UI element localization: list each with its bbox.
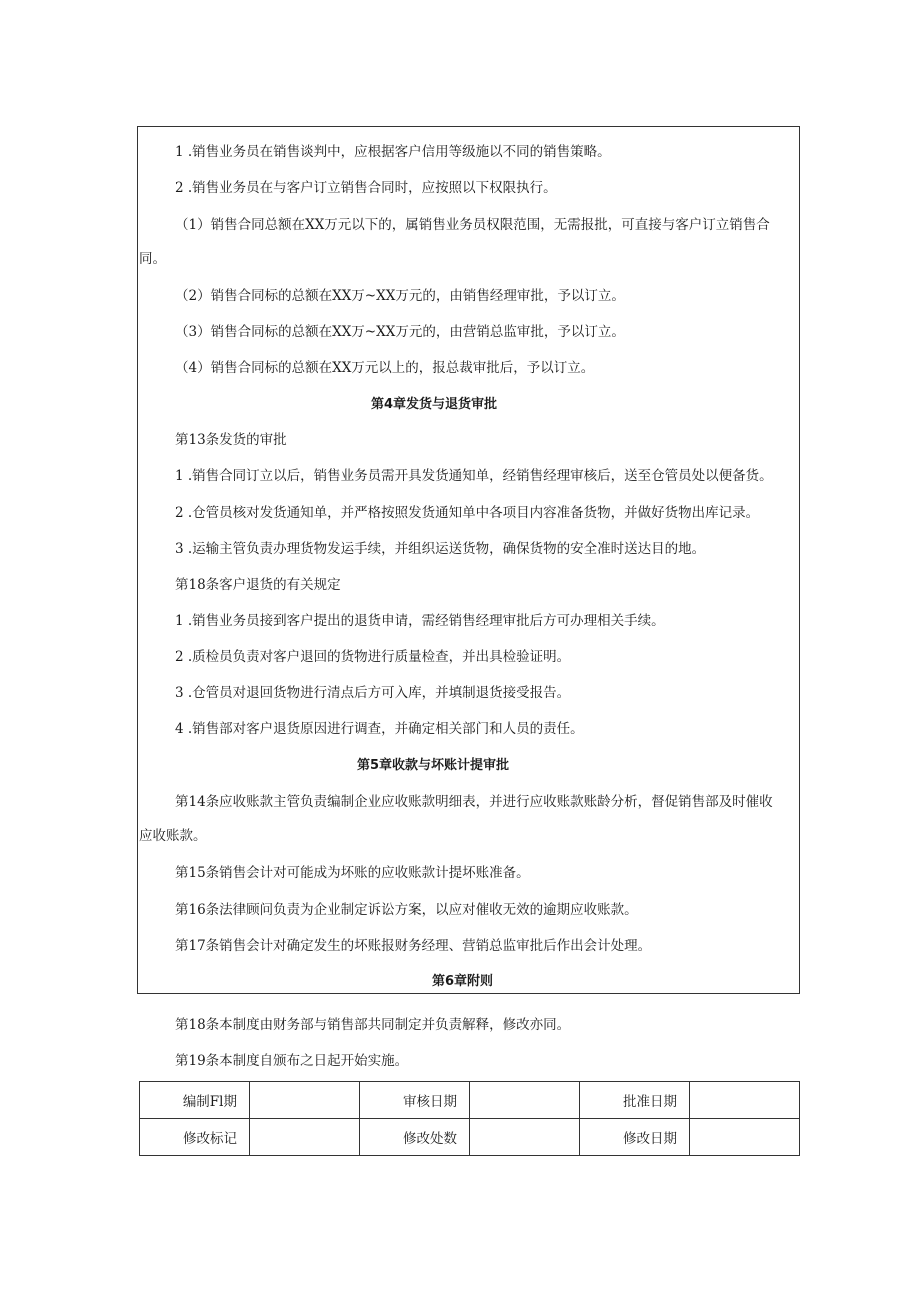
article-18-item-1: 1 .销售业务员接到客户提出的退货申请，需经销售经理审批后方可办理相关手续。 bbox=[175, 613, 665, 629]
article-13-item-3: 3 .运输主管负责办理货物发运手续，并组织运送货物，确保货物的安全准时送达目的地。 bbox=[175, 541, 706, 557]
review-date-label: 审核日期 bbox=[360, 1082, 470, 1119]
approval-item-2-3: （3）销售合同标的总额在XX万~XX万元的，由营销总监审批，予以订立。 bbox=[175, 324, 625, 340]
article-15: 第15条销售会计对可能成为坏账的应收账款计提坏账准备。 bbox=[175, 865, 530, 881]
approval-item-2-1-continued: 同。 bbox=[139, 251, 166, 267]
review-date-value[interactable] bbox=[470, 1082, 580, 1119]
approval-item-2-1: （1）销售合同总额在XX万元以下的，属销售业务员权限范围，无需报批，可直接与客户订立销售合 bbox=[175, 217, 770, 233]
chapter-4-heading: 第4章发货与退货审批 bbox=[371, 397, 498, 412]
article-18-item-4: 4 .销售部对客户退货原因进行调查，并确定相关部门和人员的责任。 bbox=[175, 721, 584, 737]
article-18-final: 第18条本制度由财务部与销售部共同制定并负责解释，修改亦同。 bbox=[175, 1017, 571, 1033]
revision-mark-value[interactable] bbox=[250, 1119, 360, 1156]
signoff-table bbox=[139, 1081, 800, 1156]
article-18-item-2: 2 .质检员负责对客户退回的货物进行质量检查，并出具检验证明。 bbox=[175, 649, 571, 665]
article-14-line-1: 第14条应收账款主管负责编制企业应收账款明细表，并进行应收账款账龄分析，督促销售部及时催收 bbox=[175, 794, 773, 810]
article-14-line-2: 应收账款。 bbox=[139, 828, 207, 844]
approval-date-value[interactable] bbox=[690, 1082, 800, 1119]
approval-item-2-2: （2）销售合同标的总额在XX万~XX万元的，由销售经理审批，予以订立。 bbox=[175, 288, 625, 304]
article-13-item-2: 2 .仓管员核对发货通知单，并严格按照发货通知单中各项目内容准备货物，并做好货物出库记录。 bbox=[175, 505, 760, 521]
approval-item-2: 2 .销售业务员在与客户订立销售合同时，应按照以下权限执行。 bbox=[175, 180, 557, 196]
revision-date-label: 修改日期 bbox=[580, 1119, 690, 1156]
revision-count-value[interactable] bbox=[470, 1119, 580, 1156]
approval-item-1: 1 .销售业务员在销售谈判中，应根据客户信用等级施以不同的销售策略。 bbox=[175, 144, 611, 160]
revision-count-label: 修改处数 bbox=[360, 1119, 470, 1156]
approval-date-label: 批准日期 bbox=[580, 1082, 690, 1119]
revision-date-value[interactable] bbox=[690, 1119, 800, 1156]
article-13-title: 第13条发货的审批 bbox=[175, 432, 287, 448]
article-19-final: 第19条本制度自颁布之日起开始实施。 bbox=[175, 1053, 409, 1069]
revision-mark-label: 修改标记 bbox=[140, 1119, 250, 1156]
prepared-date-label: 编制Fl期 bbox=[140, 1082, 250, 1119]
article-16: 第16条法律顾问负责为企业制定诉讼方案，以应对催收无效的逾期应收账款。 bbox=[175, 902, 638, 918]
signoff-row-2 bbox=[140, 1119, 800, 1156]
article-17: 第17条销售会计对确定发生的坏账报财务经理、营销总监审批后作出会计处理。 bbox=[175, 938, 652, 954]
article-13-item-1: 1 .销售合同订立以后，销售业务员需开具发货通知单，经销售经理审核后，送至仓管员处以便备货。 bbox=[175, 468, 773, 484]
article-18-title: 第18条客户退货的有关规定 bbox=[175, 577, 341, 593]
chapter-5-heading: 第5章收款与坏账计提审批 bbox=[357, 758, 510, 773]
approval-item-2-4: （4）销售合同标的总额在XX万元以上的，报总裁审批后，予以订立。 bbox=[175, 360, 595, 376]
chapter-6-heading: 第6章附则 bbox=[432, 974, 494, 989]
article-18-item-3: 3 .仓管员对退回货物进行清点后方可入库，并填制退货接受报告。 bbox=[175, 685, 571, 701]
signoff-row-1 bbox=[140, 1082, 800, 1119]
prepared-date-value[interactable] bbox=[250, 1082, 360, 1119]
